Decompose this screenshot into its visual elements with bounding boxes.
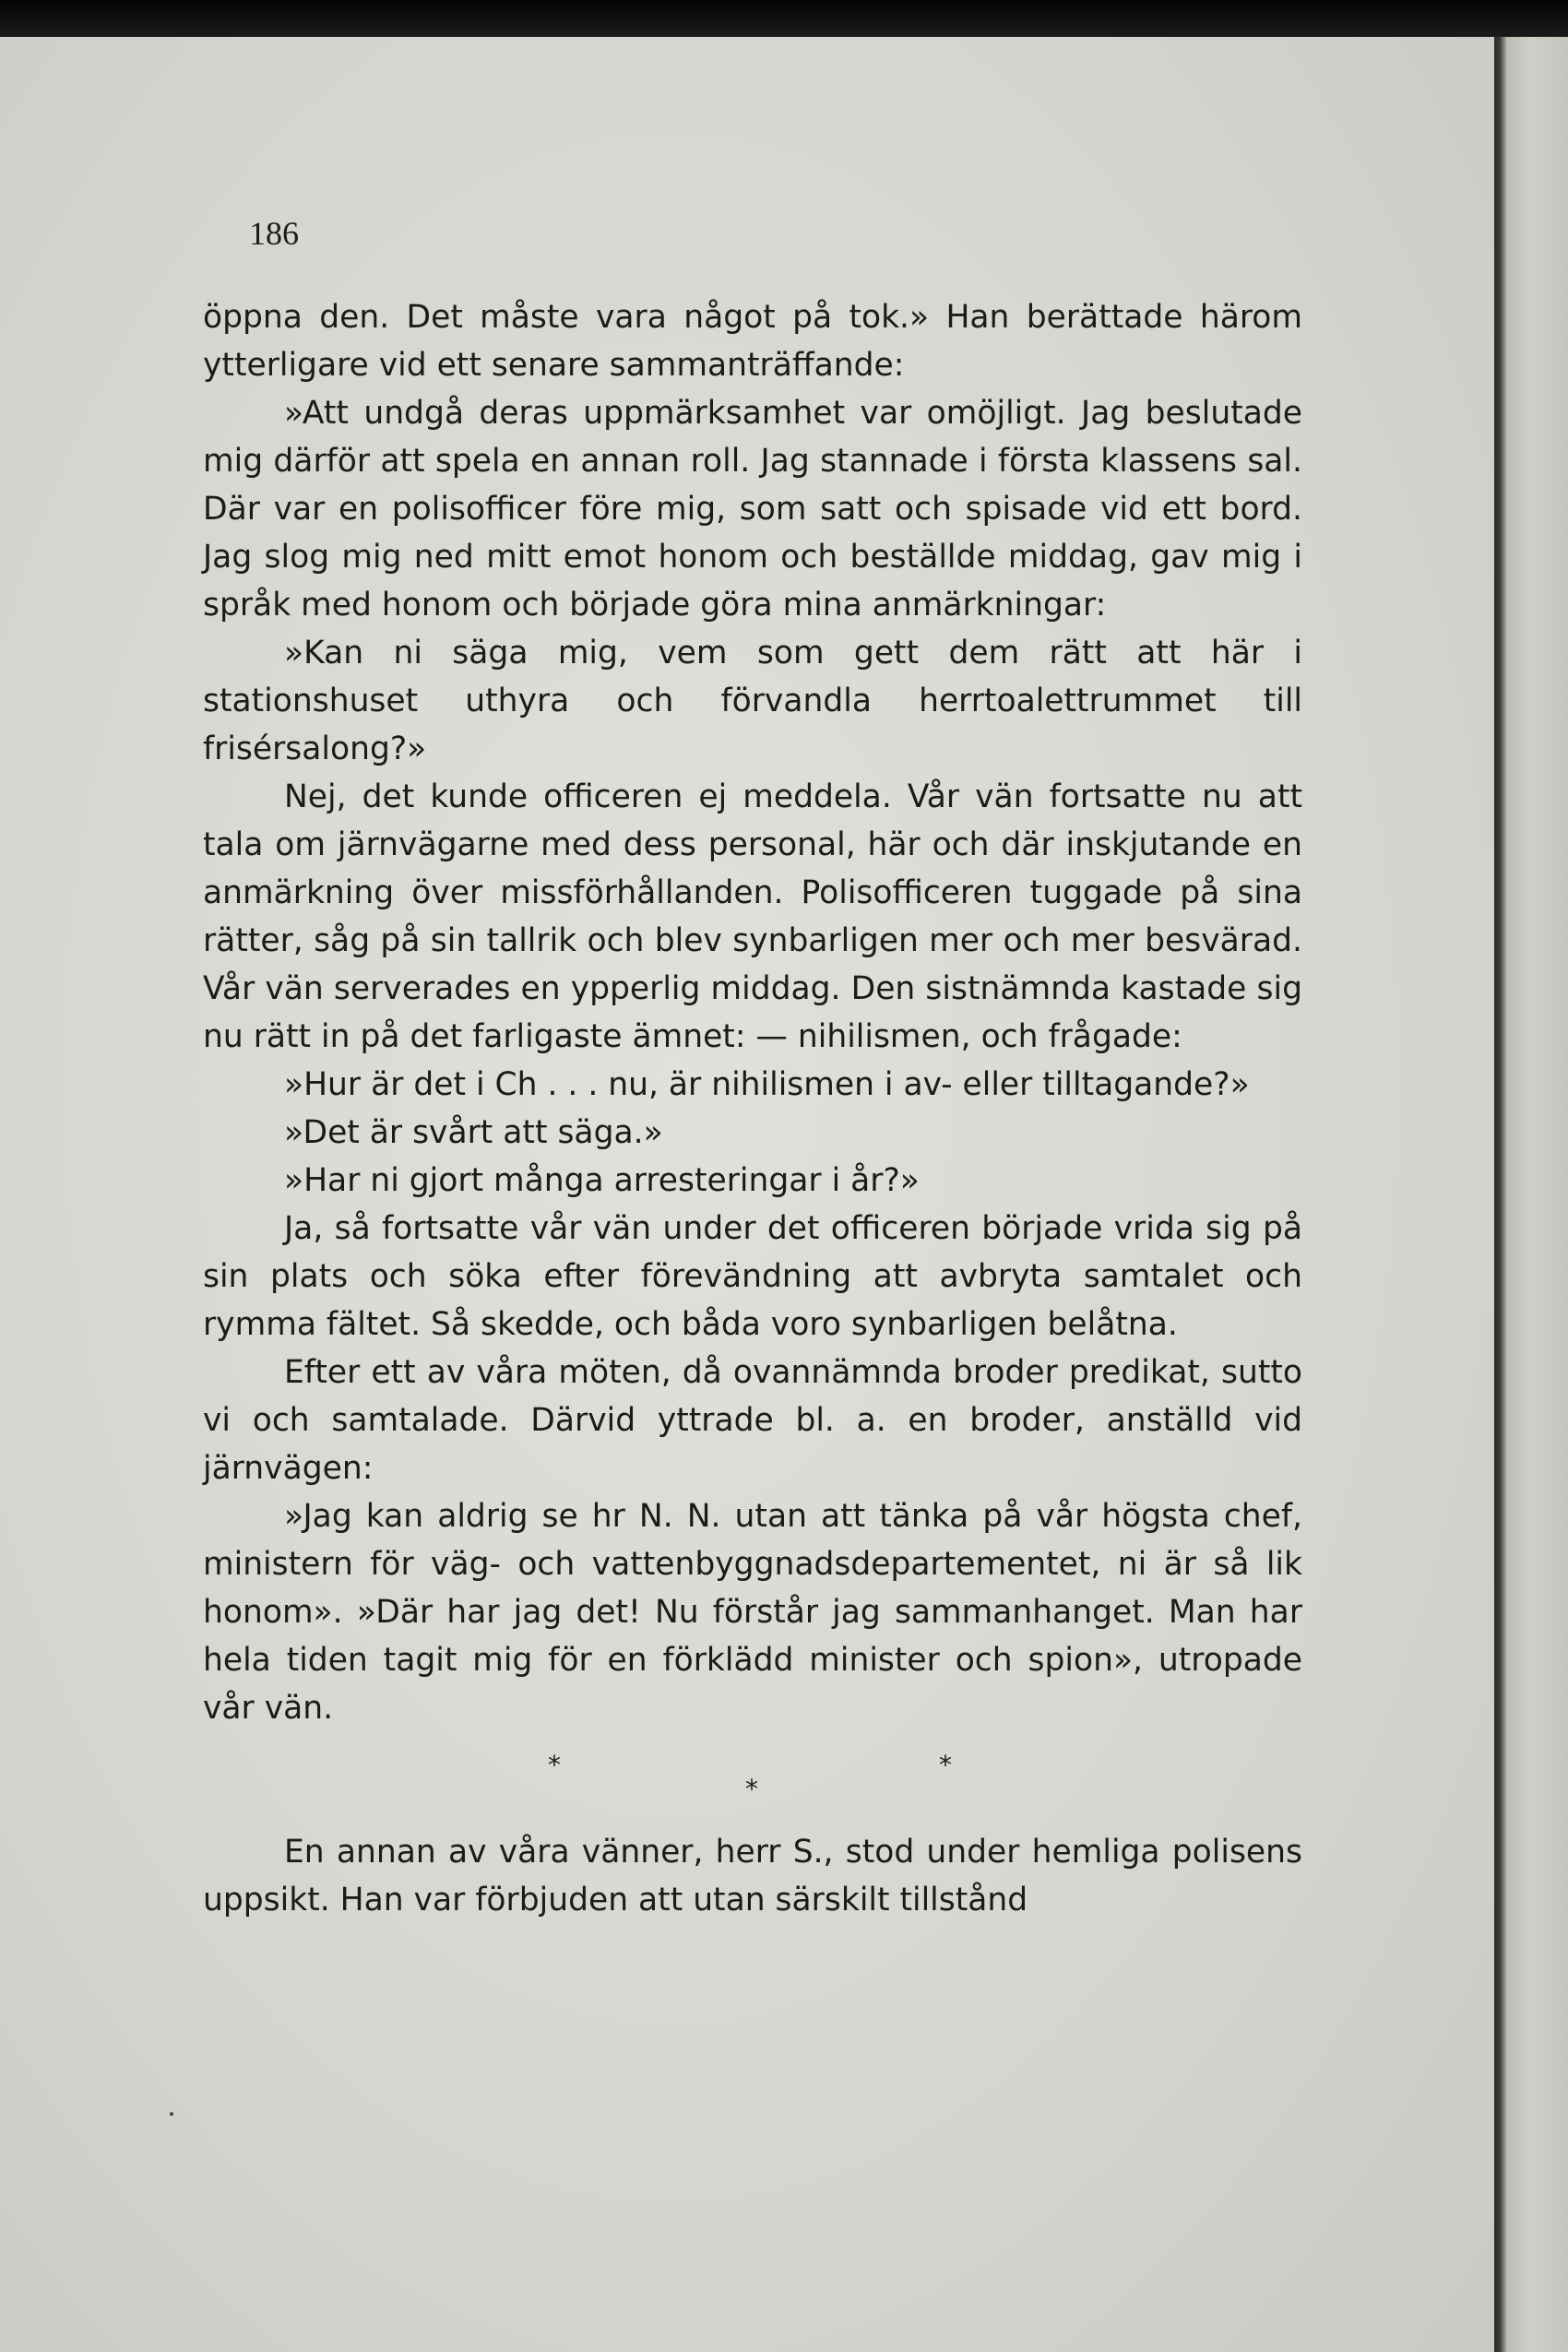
paragraph: »Det är svårt att säga.» [284, 1114, 663, 1151]
page-edge-shadow [1494, 37, 1568, 2352]
separator-asterisk: * [548, 1750, 561, 1780]
paragraph: Nej, det kunde officeren ej meddela. Vår vän fortsatte nu att tala om järnvägarne med dess personal, här och där inskjutande en anmärkning över missförhållanden. Polisofficeren tuggade på sina rätter, såg på sin tallrik och blev synbarligen mer och mer besvärad. Vår vän serverades en ypperlig middag. Den sistnämnda kastade sig nu rätt in på det farligaste ämnet: — nihilismen, och frågade: [203, 778, 1302, 1055]
paragraph: Ja, så fortsatte vår vän under det officeren började vrida sig på sin plats och söka efter förevändning att avbryta samtalet och rymma fältet. Så skedde, och båda voro synbarligen belåtna. [203, 1210, 1302, 1343]
scan-top-edge [0, 0, 1568, 37]
paragraph: »Jag kan aldrig se hr N. N. utan att tänka på vår högsta chef, ministern för väg- och vattenbyggnadsdepartementet, ni är så lik honom». »Där har jag det! Nu förstår jag sammanhanget. Man har hela tiden tagit mig för en förklädd minister och spion», utropade vår vän. [203, 1498, 1302, 1727]
paragraph: »Har ni gjort många arresteringar i år?» [284, 1162, 920, 1199]
body-text [203, 293, 1302, 1924]
paragraph: En annan av våra vänner, herr S., stod under hemliga polisens uppsikt. Han var förbjuden att utan särskilt tillstånd [203, 1834, 1302, 1918]
paragraph: »Att undgå deras uppmärksamhet var omöjligt. Jag beslutade mig därför att spela en annan roll. Jag stannade i första klassens sal. Där var en polisofficer före mig, som satt och spisade vid ett bord. Jag slog mig ned mitt emot honom och beställde middag, gav mig i språk med honom och började göra mina anmärkningar: [203, 395, 1302, 624]
paragraph: öppna den. Det måste vara något på tok.» Han berättade härom ytterligare vid ett senare sammanträffande: [203, 299, 1302, 384]
separator-asterisk: * [745, 1774, 758, 1804]
paragraph: Efter ett av våra möten, då ovannämnda broder predikat, sutto vi och samtalade. Därvid yttrade bl. a. en broder, anställd vid järnvägen: [203, 1354, 1302, 1487]
paragraph: »Kan ni säga mig, vem som gett dem rätt att här i stationshuset uthyra och förvandla herrtoalettrummet till frisérsalong?» [203, 635, 1302, 767]
page-number: 186 [249, 215, 299, 252]
separator-asterisk: * [939, 1750, 952, 1780]
section-separator [203, 1732, 1302, 1828]
margin-mark [170, 2112, 173, 2116]
paragraph: »Hur är det i Ch . . . nu, är nihilismen i av- eller tilltagande?» [284, 1066, 1250, 1103]
